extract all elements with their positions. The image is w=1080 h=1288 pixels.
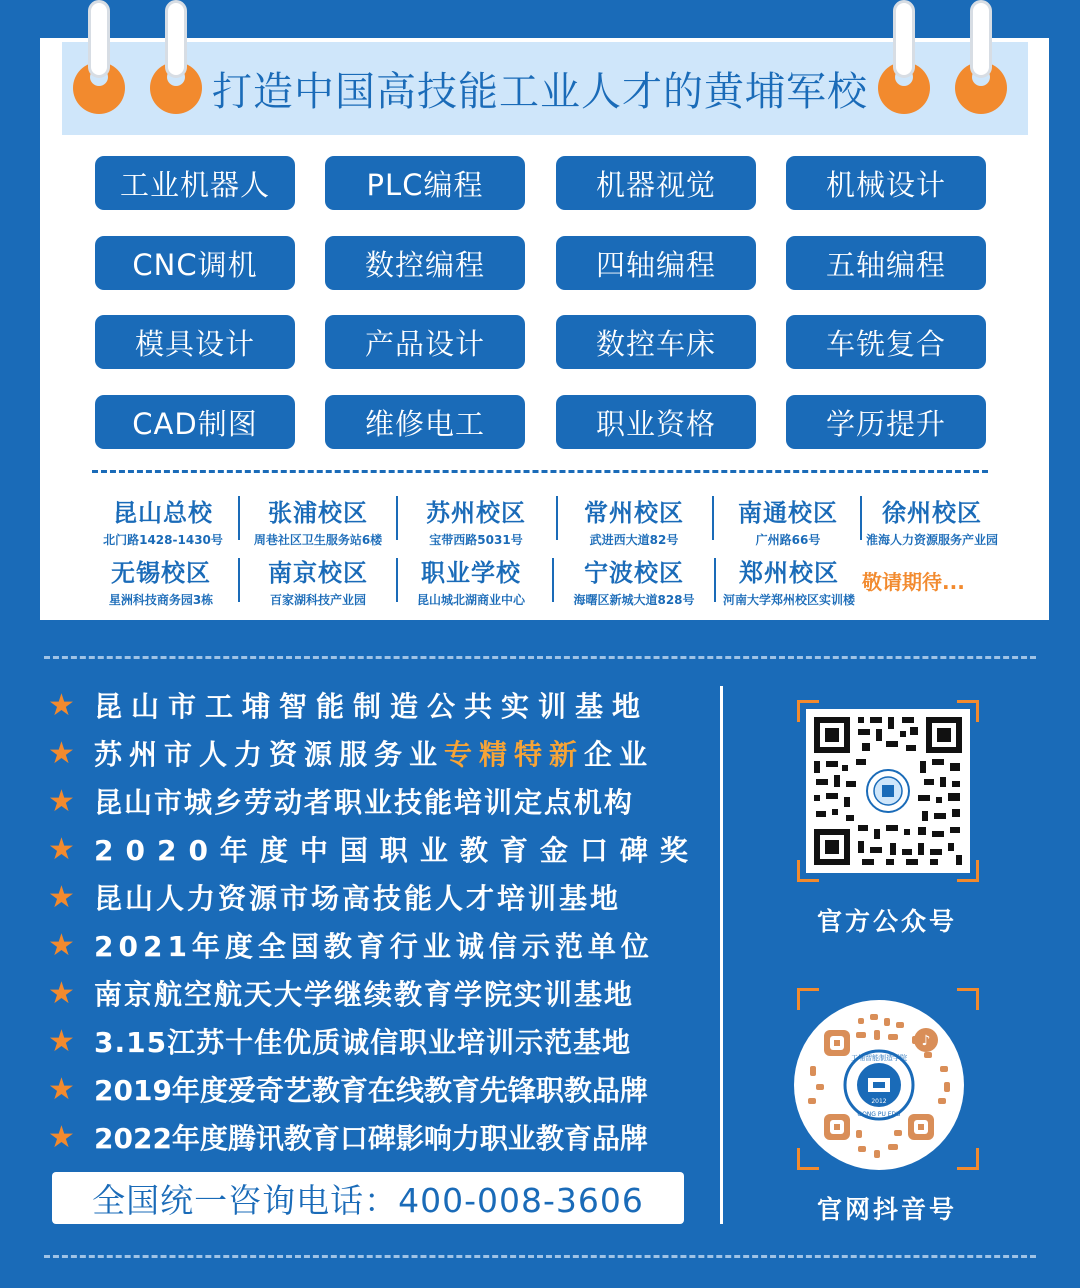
tag-mechanical-design[interactable]: 机械设计 — [786, 156, 986, 210]
honor-item — [48, 971, 698, 1015]
tag-5axis[interactable]: 五轴编程 — [786, 236, 986, 290]
campus-suzhou — [398, 490, 554, 550]
campus-name: 宁波校区 — [584, 558, 684, 587]
campus-name: 郑州校区 — [739, 558, 839, 587]
star-icon: ★ — [48, 1071, 75, 1107]
campus-name: 无锡校区 — [111, 558, 211, 587]
campus-kunshan — [88, 490, 238, 550]
wechat-qr-code[interactable] — [806, 709, 970, 873]
tag-industrial-robot[interactable]: 工业机器人 — [95, 156, 295, 210]
tag-turn-mill[interactable]: 车铣复合 — [786, 315, 986, 369]
campus-address: 河南大学郑州校区实训楼 — [722, 592, 855, 607]
honor-item — [48, 779, 698, 823]
tag-qualification[interactable]: 职业资格 — [556, 395, 756, 449]
campus-separator — [552, 558, 554, 602]
honor-text: 2019年度爱奇艺教育在线教育先锋职教品牌 — [94, 1074, 648, 1107]
honor-text: 昆山人力资源市场高技能人才培训基地 — [94, 882, 622, 915]
campus-name: 职业学校 — [421, 558, 521, 587]
tag-cnc-lathe[interactable]: 数控车床 — [556, 315, 756, 369]
campus-name: 徐州校区 — [882, 498, 982, 527]
wechat-qr-label: 官方公众号 — [816, 907, 957, 936]
star-icon: ★ — [48, 879, 78, 915]
honor-item — [48, 1067, 698, 1111]
douyin-logo-en: GONG PU EDU — [857, 1111, 901, 1118]
campus-wuxi — [84, 550, 238, 610]
binder-hook-left-1 — [88, 0, 110, 78]
campus-address: 宝带西路5031号 — [429, 532, 523, 547]
campus-address: 星洲科技商务园3栋 — [108, 592, 214, 607]
honor-item — [48, 731, 698, 775]
tag-cad[interactable]: CAD制图 — [95, 395, 295, 449]
tag-product-design[interactable]: 产品设计 — [325, 315, 525, 369]
douyin-logo-cn: 工埔智能制造学院 — [851, 1054, 907, 1062]
tag-electrician[interactable]: 维修电工 — [325, 395, 525, 449]
honor-text: 南京航空航天大学继续教育学院实训基地 — [94, 978, 635, 1011]
douyin-qr-code[interactable] — [794, 1000, 964, 1170]
coming-soon-text: 敬请期待... — [862, 569, 965, 594]
divider-dashed-top — [44, 656, 1036, 659]
douyin-logo-year: 2012 — [871, 1098, 887, 1105]
divider-dashed-bottom — [44, 1255, 1036, 1258]
campus-vocational-school — [398, 550, 544, 610]
campus-ningbo — [556, 550, 712, 610]
campus-zhengzhou — [716, 550, 862, 610]
honor-item — [48, 923, 698, 967]
campus-address: 武进西大道82号 — [589, 532, 679, 547]
campus-address: 昆山城北湖商业中心 — [416, 592, 525, 607]
page-title: 打造中国高技能工业人才的黄埔军校 — [212, 69, 868, 115]
star-icon: ★ — [48, 1023, 76, 1059]
campus-address: 北门路1428-1430号 — [103, 532, 223, 547]
honor-item — [48, 1019, 698, 1063]
tag-plc[interactable]: PLC编程 — [325, 156, 525, 210]
campus-name: 昆山总校 — [113, 498, 213, 527]
campus-name: 张浦校区 — [268, 498, 368, 527]
vertical-divider — [720, 686, 723, 1224]
honor-text: 昆山市城乡劳动者职业技能培训定点机构 — [94, 786, 635, 819]
honor-text: 3.15江苏十佳优质诚信职业培训示范基地 — [94, 1026, 632, 1059]
binder-hook-right-2 — [970, 0, 992, 78]
campus-name: 苏州校区 — [426, 498, 526, 527]
campus-nanjing — [240, 550, 396, 610]
campus-address: 周巷社区卫生服务站6楼 — [253, 532, 383, 547]
campus-nantong — [714, 490, 862, 550]
honor-text: 昆山市工埔智能制造公共实训基地 — [94, 690, 650, 723]
star-icon: ★ — [48, 687, 84, 723]
campus-xuzhou — [862, 490, 1002, 550]
tag-cnc[interactable]: CNC调机 — [95, 236, 295, 290]
honor-highlight: 专精特新 — [444, 738, 585, 771]
honor-item — [48, 683, 698, 727]
divider-dashed — [92, 470, 988, 473]
binder-hook-left-2 — [165, 0, 187, 78]
star-icon: ★ — [48, 783, 77, 819]
svg-text:♪: ♪ — [921, 1033, 931, 1049]
honor-text: 2022年度腾讯教育口碑影响力职业教育品牌 — [94, 1122, 648, 1155]
campus-address: 广州路66号 — [755, 532, 821, 547]
honor-item — [48, 875, 698, 919]
honor-item — [48, 827, 698, 871]
campus-name: 南京校区 — [268, 558, 368, 587]
binder-hook-right-1 — [893, 0, 915, 78]
star-icon: ★ — [48, 831, 87, 867]
honor-text: 企业 — [584, 738, 655, 771]
campus-address: 百家湖科技产业园 — [269, 592, 366, 607]
consult-phone[interactable]: 全国统一咨询电话：400-008-3606 — [52, 1172, 684, 1224]
star-icon: ★ — [48, 975, 77, 1011]
honor-item — [48, 1115, 698, 1159]
honor-text: 2020年度中国职业教育金口碑奖 — [94, 834, 700, 867]
star-icon: ★ — [48, 1119, 75, 1155]
campus-changzhou — [558, 490, 710, 550]
honor-text: 苏州市人力资源服务业 — [94, 738, 445, 771]
star-icon: ★ — [48, 735, 82, 771]
douyin-qr-label: 官网抖音号 — [816, 1195, 957, 1224]
campus-address: 淮海人力资源服务产业园 — [865, 532, 998, 547]
tag-degree[interactable]: 学历提升 — [786, 395, 986, 449]
tag-mold-design[interactable]: 模具设计 — [95, 315, 295, 369]
campus-address: 海曙区新城大道828号 — [573, 592, 695, 607]
campus-name: 常州校区 — [584, 498, 684, 527]
tag-machine-vision[interactable]: 机器视觉 — [556, 156, 756, 210]
star-icon: ★ — [48, 927, 80, 963]
campus-name: 南通校区 — [738, 498, 838, 527]
tag-4axis[interactable]: 四轴编程 — [556, 236, 756, 290]
tag-nc-programming[interactable]: 数控编程 — [325, 236, 525, 290]
campus-zhangpu — [240, 490, 396, 550]
honor-text: 2021年度全国教育行业诚信示范单位 — [94, 930, 654, 963]
